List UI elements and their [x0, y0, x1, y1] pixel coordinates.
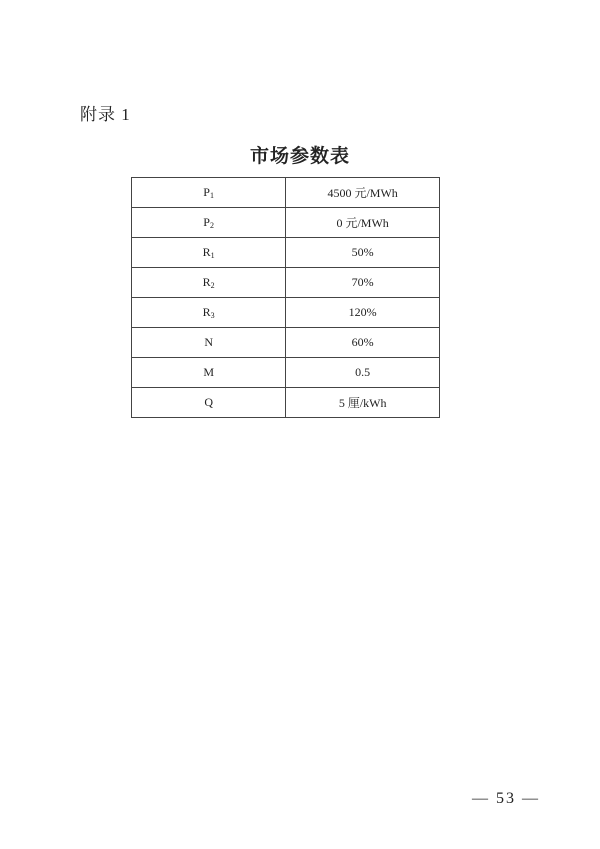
- page-number: — 53 —: [472, 790, 540, 807]
- parameter-value: 120%: [286, 298, 440, 328]
- parameter-name: $R_3$: [132, 298, 286, 328]
- table-row: [132, 208, 440, 238]
- market-parameter-table: [131, 177, 440, 418]
- table-row: [132, 328, 440, 358]
- parameter-name: M: [132, 358, 286, 388]
- table-title: 市场参数表: [249, 145, 350, 167]
- parameter-name: $R_2$: [132, 268, 286, 298]
- parameter-name: $P_1$: [132, 178, 286, 208]
- parameter-name: $R_1$: [132, 238, 286, 268]
- parameter-value: 0.5: [286, 358, 440, 388]
- table-row: [132, 298, 440, 328]
- parameter-name: N: [132, 328, 286, 358]
- appendix-label: 附录 1: [80, 105, 131, 124]
- table-row: [132, 268, 440, 298]
- parameter-value: 0 元/MWh: [286, 208, 440, 238]
- parameter-value: 50%: [286, 238, 440, 268]
- table-row: [132, 388, 440, 418]
- parameter-value: 4500 元/MWh: [286, 178, 440, 208]
- parameter-name: $P_2$: [132, 208, 286, 238]
- parameter-value: 70%: [286, 268, 440, 298]
- parameter-name: Q: [132, 388, 286, 418]
- table-row: [132, 238, 440, 268]
- table-row: [132, 358, 440, 388]
- table-row: [132, 178, 440, 208]
- parameter-value: 5 厘/kWh: [286, 388, 440, 418]
- parameter-value: 60%: [286, 328, 440, 358]
